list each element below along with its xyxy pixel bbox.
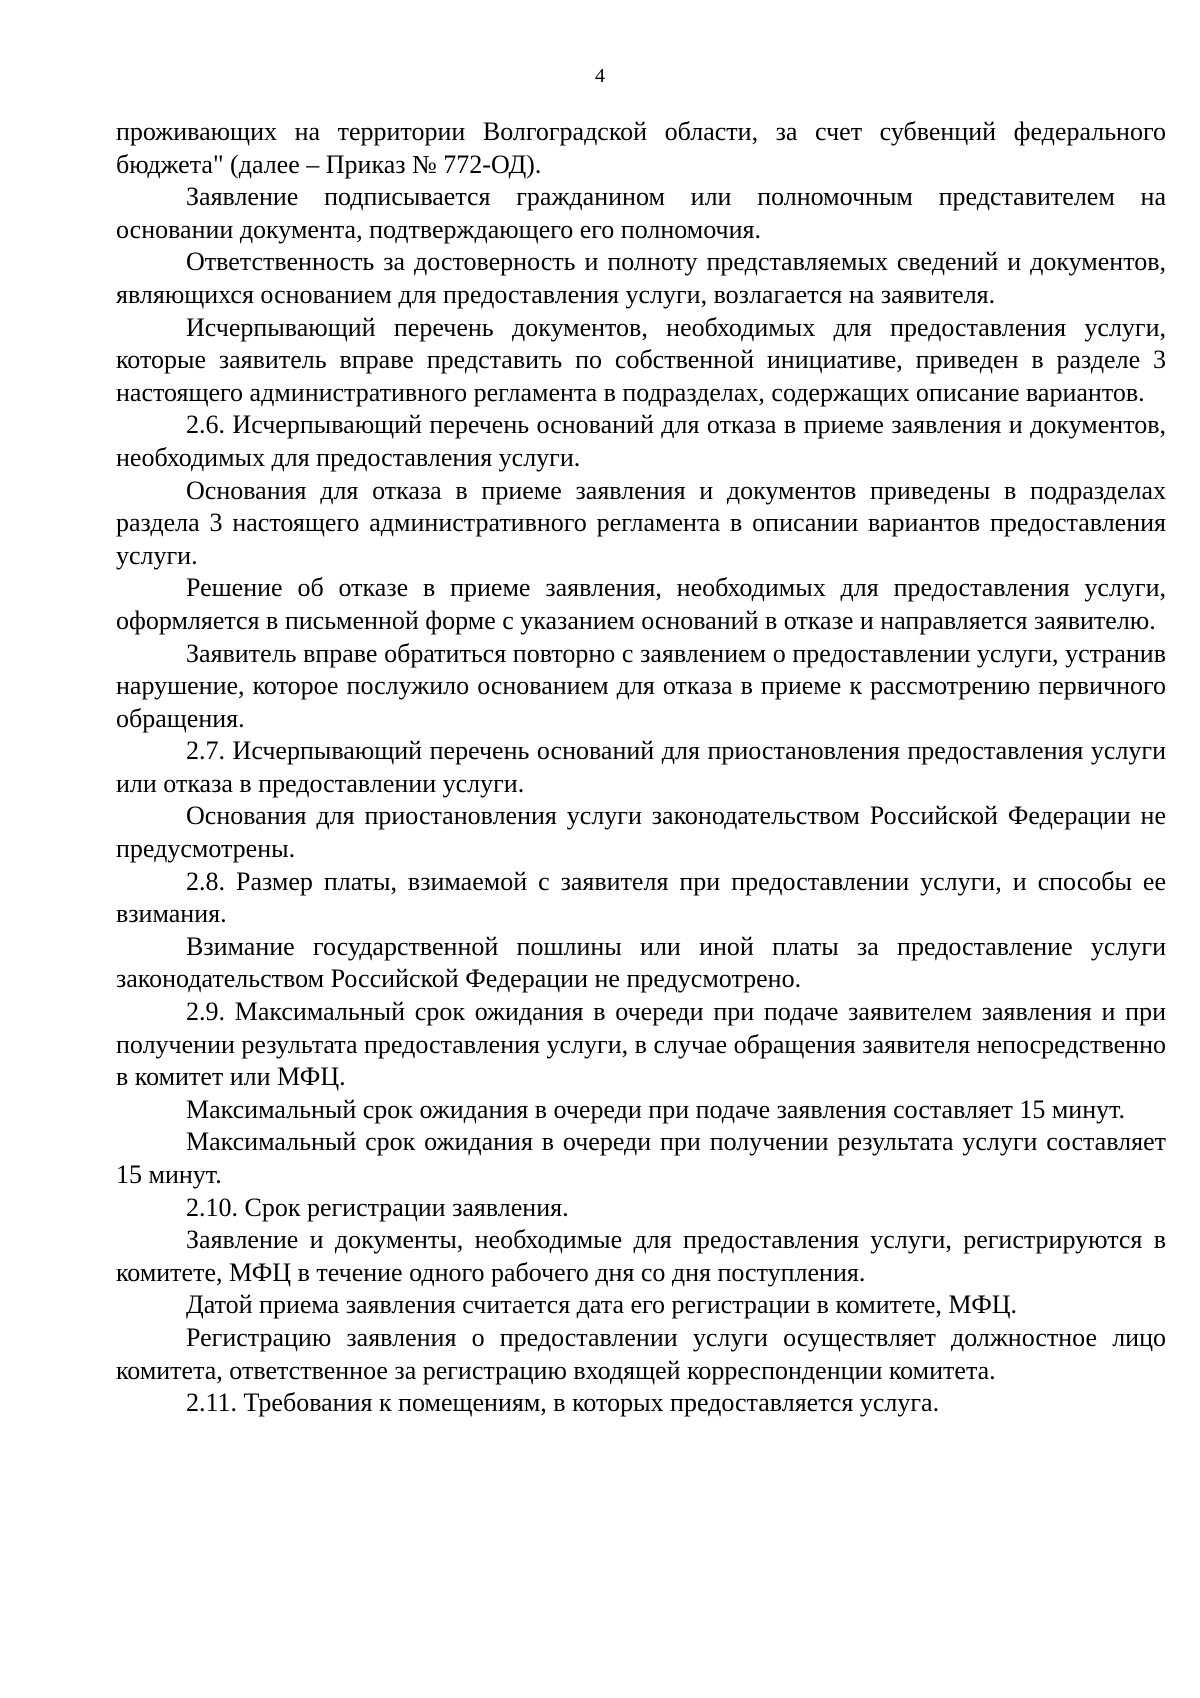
paragraph-signature-requirement: Заявление подписывается гражданином или полномочным представителем на основании документа, подтверждающего его полномочия. xyxy=(116,182,1166,244)
page-number: 4 xyxy=(595,65,605,87)
section-2-7-heading: 2.7. Исчерпывающий перечень оснований для приостановления предоставления услуги или отказа в предоставлении услуги. xyxy=(116,736,1166,798)
section-2-9-heading: 2.9. Максимальный срок ожидания в очереди при подаче заявителем заявления и при получении результата предоставления услуги, в случае обращения заявителя непосредственно в комитет или МФЦ. xyxy=(116,997,1166,1092)
paragraph-responsibility: Ответственность за достоверность и полноту представляемых сведений и документов, являющихся основанием для предоставления услуги, возлагается на заявителя. xyxy=(116,247,1166,309)
paragraph-repeat-application: Заявитель вправе обратиться повторно с заявлением о предоставлении услуги, устранив нарушение, которое послужило основанием для отказа в приеме к рассмотрению первичного обращения. xyxy=(116,638,1166,733)
section-2-8-heading: 2.8. Размер платы, взимаемой с заявителя при предоставлении услуги, и способы ее взимания. xyxy=(116,866,1166,929)
paragraph-registration-officer: Регистрацию заявления о предоставлении услуги осуществляет должностное лицо комитета, ответственное за регистрацию входящей корреспонденции комитета. xyxy=(116,1322,1166,1385)
paragraph-suspension-grounds: Основания для приостановления услуги законодательством Российской Федерации не предусмотрены. xyxy=(116,801,1166,864)
paragraph-wait-result: Максимальный срок ожидания в очереди при получении результата услуги составляет 15 минут. xyxy=(116,1127,1166,1189)
section-2-6-heading: 2.6. Исчерпывающий перечень оснований для отказа в приеме заявления и документов, необходимых для предоставления услуги. xyxy=(116,410,1166,472)
paragraph-refusal-grounds: Основания для отказа в приеме заявления и документов приведены в подразделах раздела 3 настоящего административного регламента в описании вариантов предоставления услуги. xyxy=(116,475,1166,570)
section-2-10-heading: 2.10. Срок регистрации заявления. xyxy=(186,1192,569,1222)
paragraph-acceptance-date: Датой приема заявления считается дата его регистрации в комитете, МФЦ. xyxy=(186,1290,1018,1320)
paragraph-continuation: проживающих на территории Волгоградской области, за счет субвенций федерального бюджета" (далее – Приказ № 772-ОД). xyxy=(116,117,1166,179)
paragraph-refusal-decision: Решение об отказе в приеме заявления, необходимых для предоставления услуги, оформляется в письменной форме с указанием оснований в отказе и направляется заявителю. xyxy=(116,573,1166,635)
paragraph-optional-documents: Исчерпывающий перечень документов, необходимых для предоставления услуги, которые заявитель вправе представить по собственной инициативе, приведен в разделе 3 настоящего административного регламента в подразделах, содержащих описание вариантов. xyxy=(116,312,1166,407)
document-body xyxy=(116,116,1166,1420)
paragraph-fee: Взимание государственной пошлины или иной платы за предоставление услуги законодательством Российской Федерации не предусмотрено. xyxy=(116,931,1166,994)
section-2-11-heading: 2.11. Требования к помещениям, в которых предоставляется услуга. xyxy=(186,1388,940,1418)
paragraph-wait-submission: Максимальный срок ожидания в очереди при подаче заявления составляет 15 минут. xyxy=(186,1094,1126,1124)
paragraph-registration-term: Заявление и документы, необходимые для предоставления услуги, регистрируются в комитете, МФЦ в течение одного рабочего дня со дня поступления. xyxy=(116,1225,1166,1287)
